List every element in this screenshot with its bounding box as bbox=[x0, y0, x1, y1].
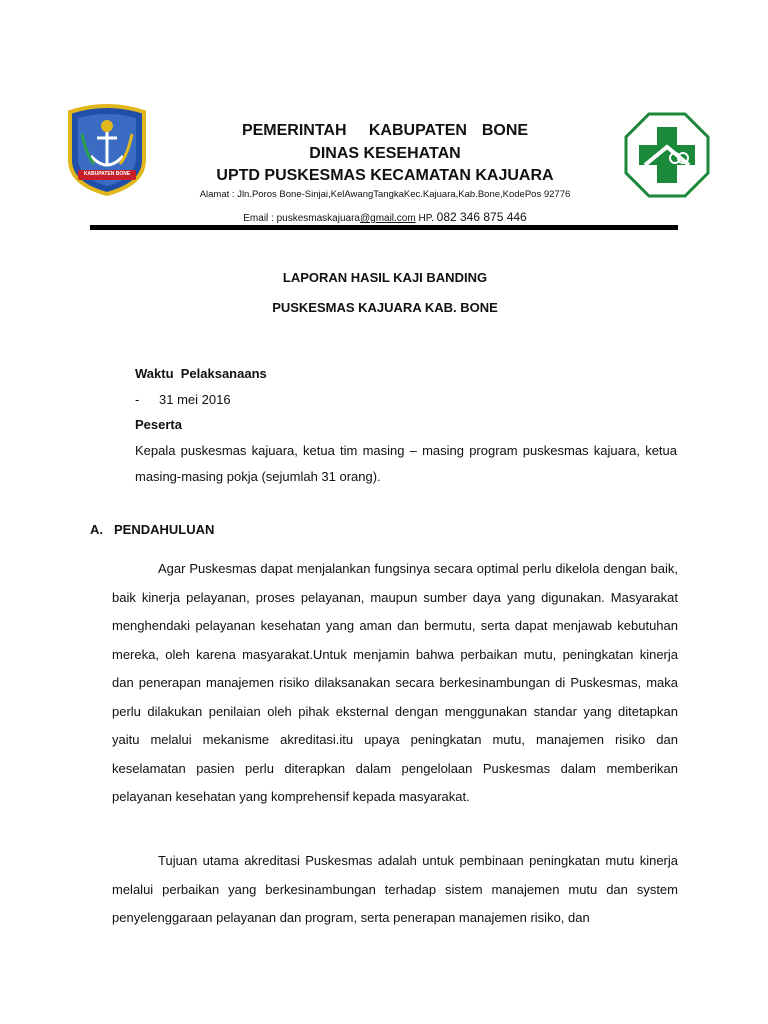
paragraph-2: Tujuan utama akreditasi Puskesmas adalah untuk pembinaan peningkatan mutu kinerja melalui perbaikan yang berkesinambungan terhadap sistem manajemen mutu dan system penyelenggaraan pelayanan dan program, serta penerapan manajemen risiko, dan bbox=[112, 853, 678, 925]
header-uptd: UPTD PUSKESMAS KECAMATAN KAJUARA bbox=[216, 167, 554, 184]
peserta-label: Peserta bbox=[135, 417, 182, 432]
report-subtitle: PUSKESMAS KAJUARA KAB. BONE bbox=[272, 300, 498, 315]
date-bullet: - bbox=[135, 392, 140, 407]
hp-number: 082 346 875 446 bbox=[436, 210, 527, 224]
puskesmas-cross-logo bbox=[623, 111, 711, 199]
date-value: 31 mei 2016 bbox=[159, 392, 231, 407]
header-contact bbox=[150, 210, 620, 224]
section-heading: PENDAHULUAN bbox=[114, 522, 215, 537]
paragraph-1: Agar Puskesmas dapat menjalankan fungsinya secara optimal perlu dikelola dengan baik, baik kinerja pelayanan, proses pelayanan, maupun sumber daya yang digunakan. Masyarakat menghendaki pelayanan kesehatan yang aman dan bermutu, serta dapat menjawab kebutuhan mereka, oleh karena masyarakat.Untuk menjamin bahwa perbaikan mutu, peningkatan kinerja dan penerapan manajemen risiko dilaksanakan secara berkesinambungan di Puskesmas, maka perlu dilakukan penilaian oleh pihak eksternal dengan menggunakan standar yang ditetapkan yaitu melalui mekanisme akreditasi.itu upaya peningkatan mutu, manajemen risiko dan keselamatan pasien perlu diterapkan dalam pengelolaan Puskesmas dalam memberikan pelayanan kesehatan yang komprehensif kepada masyarakat. bbox=[112, 561, 678, 804]
section-marker: A. bbox=[90, 522, 103, 537]
letterhead-divider bbox=[90, 225, 678, 230]
header-government: PEMERINTAH KABUPATEN BONE bbox=[241, 122, 529, 139]
email-link[interactable]: @gmail.com bbox=[359, 213, 416, 224]
email-prefix: Email : puskesmaskajuara bbox=[243, 213, 360, 224]
header-department: DINAS KESEHATAN bbox=[309, 145, 461, 162]
kabupaten-bone-emblem bbox=[64, 104, 150, 196]
report-title: LAPORAN HASIL KAJI BANDING bbox=[282, 270, 488, 285]
emblem-banner-text: KABUPATEN BONE bbox=[83, 171, 131, 177]
peserta-text: Kepala puskesmas kajuara, ketua tim masing – masing program puskesmas kajuara, ketua masing-masing pokja (sejumlah 31 orang). bbox=[135, 443, 677, 484]
header-address: Alamat : Jln.Poros Bone-Sinjai,KelAwangTangkaKec.Kajuara,Kab.Bone,KodePos 92776 bbox=[199, 189, 571, 200]
waktu-label: Waktu Pelaksanaans bbox=[135, 366, 267, 381]
hp-label: HP. bbox=[415, 213, 437, 224]
